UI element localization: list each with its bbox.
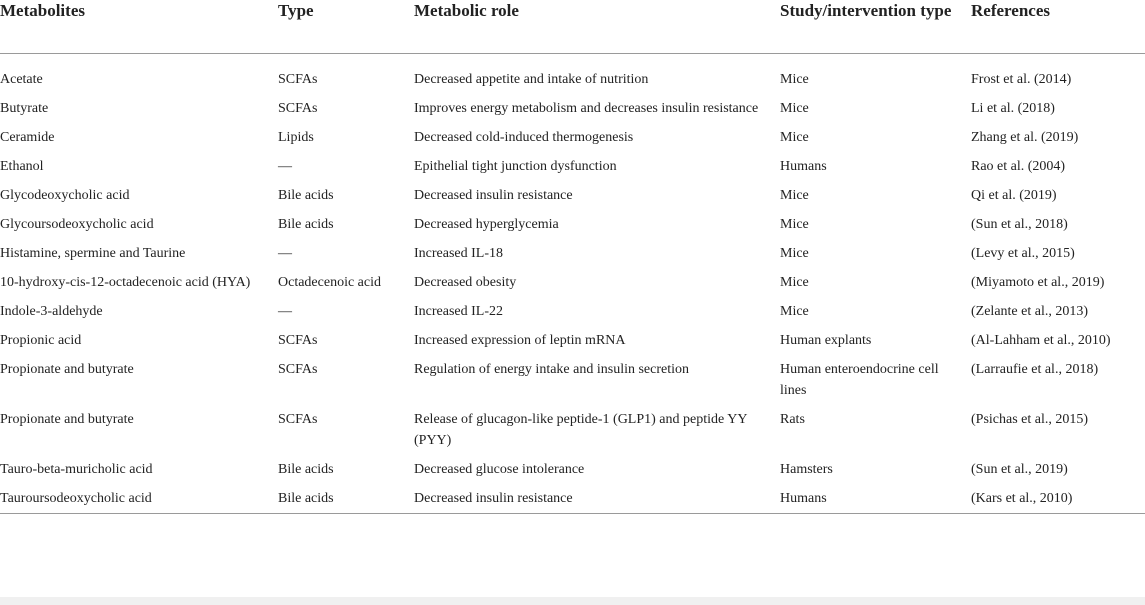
cell-study-type: Rats <box>780 411 805 427</box>
cell-metabolite: Tauroursodeoxycholic acid <box>0 484 278 514</box>
footer-bar <box>0 597 1145 605</box>
cell-metabolic-role: Improves energy metabolism and decreases insulin resistance <box>414 100 759 116</box>
cell-metabolic-role: Increased IL-18 <box>414 245 504 261</box>
cell-reference: (Kars et al., 2010) <box>971 484 1145 514</box>
table-row <box>0 152 1145 181</box>
cell-type: Octadecenoic acid <box>278 274 381 290</box>
header-references: References <box>971 0 1145 53</box>
cell-reference: (Levy et al., 2015) <box>971 245 1075 261</box>
cell-study-type: Mice <box>780 129 809 145</box>
cell-type: Lipids <box>278 129 314 145</box>
cell-reference: Rao et al. (2004) <box>971 158 1066 174</box>
cell-metabolic-role: Increased expression of leptin mRNA <box>414 332 626 348</box>
cell-type: SCFAs <box>278 361 318 377</box>
header-type: Type <box>278 0 414 53</box>
cell-reference: (Zelante et al., 2013) <box>971 303 1089 319</box>
cell-reference: (Miyamoto et al., 2019) <box>971 274 1105 290</box>
header-row <box>0 0 1145 53</box>
cell-reference: (Psichas et al., 2015) <box>971 411 1089 427</box>
cell-study-type: Mice <box>780 303 809 319</box>
table-row <box>0 181 1145 210</box>
cell-metabolite: Acetate <box>0 71 43 87</box>
cell-type: Bile acids <box>278 187 334 203</box>
cell-study-type: Human enteroendocrine cell lines <box>780 361 939 398</box>
cell-study-type: Humans <box>780 158 827 174</box>
cell-type: — <box>278 303 292 319</box>
cell-metabolic-role: Epithelial tight junction dysfunction <box>414 158 617 174</box>
table-row <box>0 326 1145 355</box>
cell-metabolite: Indole-3-aldehyde <box>0 303 103 319</box>
table-row <box>0 268 1145 297</box>
cell-metabolite: Ceramide <box>0 129 55 145</box>
cell-metabolite: Histamine, spermine and Taurine <box>0 245 186 261</box>
cell-study-type: Mice <box>780 100 809 116</box>
cell-reference: Frost et al. (2014) <box>971 71 1072 87</box>
cell-study-type: Hamsters <box>780 461 833 477</box>
cell-reference: (Sun et al., 2018) <box>971 216 1068 232</box>
cell-metabolic-role: Decreased appetite and intake of nutrition <box>414 71 649 87</box>
cell-type: SCFAs <box>278 332 318 348</box>
table-header <box>0 0 1145 53</box>
cell-study-type: Human explants <box>780 332 872 348</box>
table-row <box>0 484 1145 514</box>
table-row <box>0 94 1145 123</box>
cell-metabolite: Glycodeoxycholic acid <box>0 187 130 203</box>
cell-study-type: Humans <box>780 484 971 514</box>
cell-type: Bile acids <box>278 216 334 232</box>
table-row <box>0 405 1145 455</box>
cell-metabolic-role: Decreased hyperglycemia <box>414 216 559 232</box>
cell-type: — <box>278 245 292 261</box>
cell-reference: (Al-Lahham et al., 2010) <box>971 332 1111 348</box>
cell-type: SCFAs <box>278 100 318 116</box>
cell-metabolic-role: Increased IL-22 <box>414 303 504 319</box>
cell-study-type: Mice <box>780 187 809 203</box>
cell-metabolite: Butyrate <box>0 100 49 116</box>
header-metabolic-role: Metabolic role <box>414 0 780 53</box>
cell-metabolite: Propionate and butyrate <box>0 361 134 377</box>
table-row <box>0 297 1145 326</box>
cell-type: Bile acids <box>278 484 414 514</box>
cell-study-type: Mice <box>780 71 809 87</box>
cell-reference: (Sun et al., 2019) <box>971 461 1068 477</box>
cell-metabolic-role: Regulation of energy intake and insulin secretion <box>414 361 690 377</box>
table-row <box>0 239 1145 268</box>
table-row <box>0 123 1145 152</box>
cell-type: SCFAs <box>278 411 318 427</box>
cell-metabolite: Propionic acid <box>0 332 82 348</box>
cell-metabolite: 10-hydroxy-cis-12-octadecenoic acid (HYA) <box>0 274 251 290</box>
header-metabolites: Metabolites <box>0 0 278 53</box>
cell-study-type: Mice <box>780 274 809 290</box>
cell-study-type: Mice <box>780 216 809 232</box>
cell-metabolic-role: Decreased insulin resistance <box>414 187 573 203</box>
header-study-type: Study/intervention type <box>780 0 971 53</box>
cell-type: — <box>278 158 292 174</box>
cell-reference: (Larraufie et al., 2018) <box>971 361 1099 377</box>
cell-metabolic-role: Release of glucagon-like peptide-1 (GLP1) and peptide YY (PYY) <box>414 411 747 448</box>
cell-type: Bile acids <box>278 461 334 477</box>
table-row <box>0 455 1145 484</box>
cell-reference: Li et al. (2018) <box>971 100 1055 116</box>
cell-reference: Zhang et al. (2019) <box>971 129 1079 145</box>
cell-metabolic-role: Decreased obesity <box>414 274 517 290</box>
table-row <box>0 53 1145 94</box>
cell-metabolic-role: Decreased insulin resistance <box>414 484 780 514</box>
cell-metabolite: Ethanol <box>0 158 44 174</box>
cell-metabolite: Glycoursodeoxycholic acid <box>0 216 154 232</box>
cell-metabolic-role: Decreased cold-induced thermogenesis <box>414 129 634 145</box>
cell-metabolic-role: Decreased glucose intolerance <box>414 461 585 477</box>
cell-type: SCFAs <box>278 71 318 87</box>
cell-reference: Qi et al. (2019) <box>971 187 1057 203</box>
cell-study-type: Mice <box>780 245 809 261</box>
table-row <box>0 355 1145 405</box>
table-body <box>0 53 1145 513</box>
cell-metabolite: Tauro-beta-muricholic acid <box>0 461 153 477</box>
table-row <box>0 210 1145 239</box>
cell-metabolite: Propionate and butyrate <box>0 411 134 427</box>
